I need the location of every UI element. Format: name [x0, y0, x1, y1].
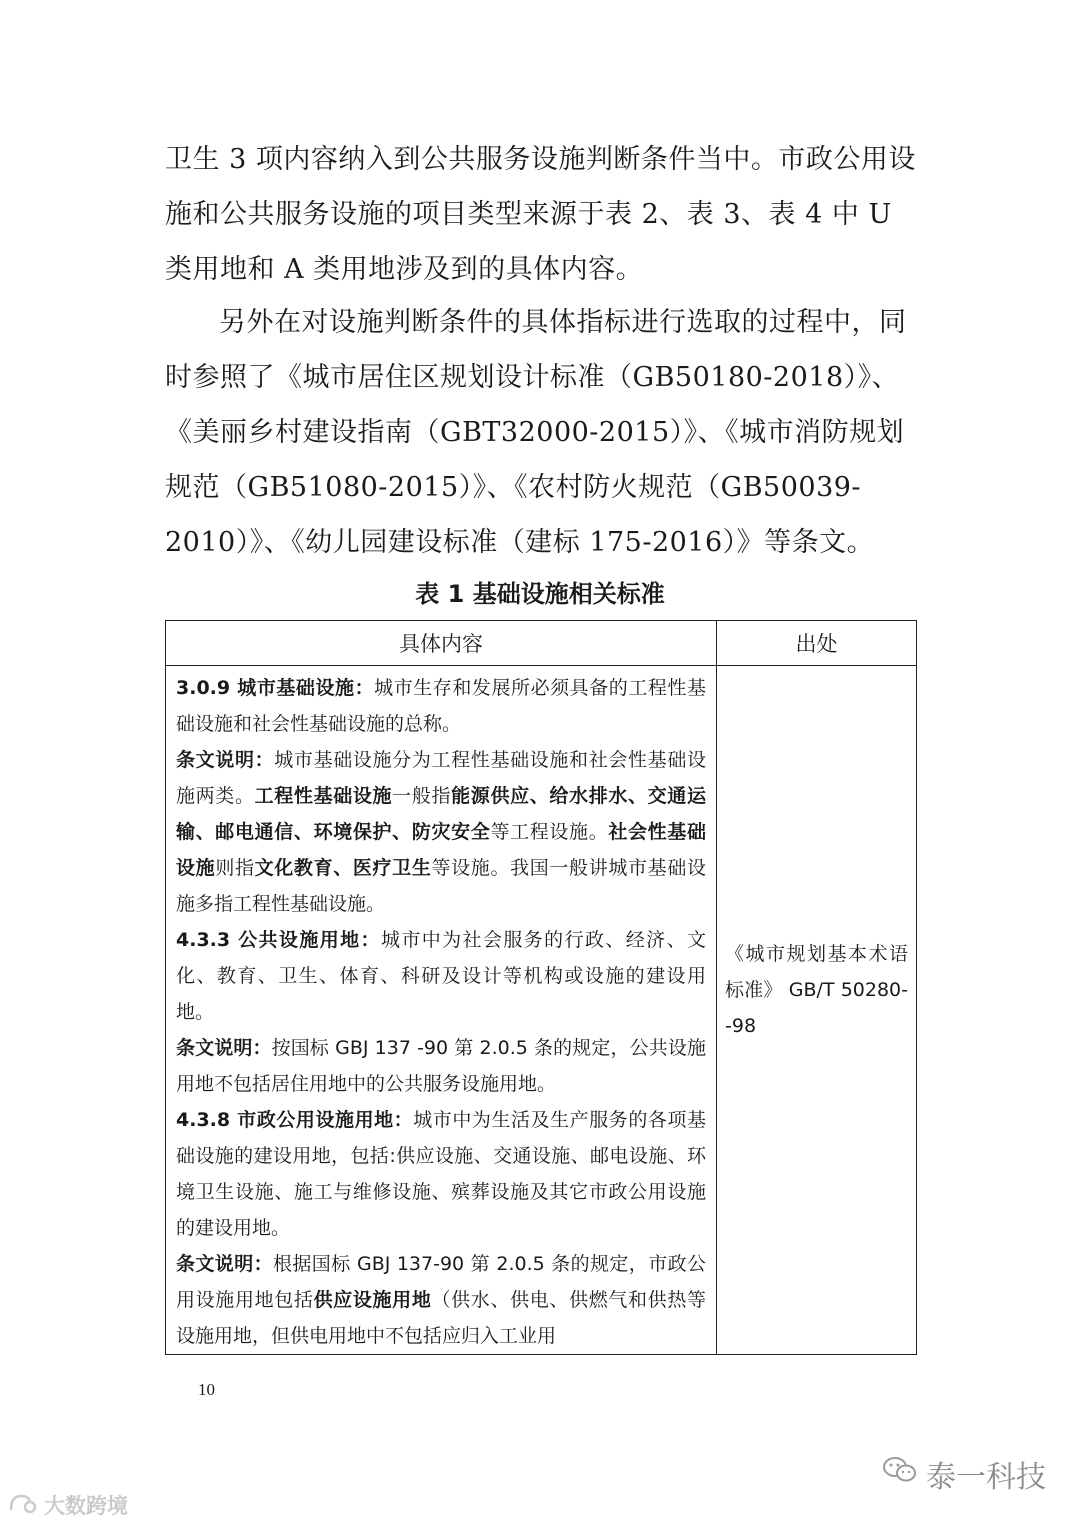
term-label: 4.3.8 市政公用设施用地：	[176, 1109, 414, 1131]
header-source: 出处	[717, 621, 917, 666]
table-row	[166, 666, 917, 1355]
source-cell: 《城市规划基本术语标准》 GB/T 50280--98	[717, 666, 917, 1355]
intro-paragraph-1: 卫生 3 项内容纳入到公共服务设施判断条件当中。市政公用设施和公共服务设施的项目类型来源于表 2、表 3、表 4 中 U 类用地和 A 类用地涉及到的具体内容。	[165, 144, 916, 285]
note-text: 城市基础设施分为工程性基础设施和社会性基础设施两类。	[176, 749, 706, 807]
watermark	[8, 1490, 128, 1520]
note-text: （供水、供电、供燃气和供热等设施用地，但供电用地中不包括应归入工业用	[176, 1289, 706, 1347]
intro-paragraph-2: 另外在对设施判断条件的具体指标进行选取的过程中，同时参照了《城市居住区规划设计标准（GB50180-2018）》、《美丽乡村建设指南（GBT32000-2015）》、《城市消防规划规范（GB51080-2015）》、《农村防火规范（GB50039-2010）》、《幼儿园建设标准（建标 175-2016）》等条文。	[165, 307, 907, 558]
note-label: 条文说明：	[176, 1253, 273, 1275]
watermark-logo-icon	[8, 1492, 38, 1519]
entry-4-3-3	[176, 922, 706, 1030]
entry-4-3-8	[176, 1102, 706, 1246]
term-label: 4.3.3 公共设施用地：	[176, 929, 381, 951]
table-caption: 表 1 基础设施相关标准	[415, 580, 665, 608]
note-text: 则指	[215, 857, 255, 879]
wechat-account-name: 泰一科技	[926, 1460, 1046, 1495]
note-text: 根据国标 GBJ 137-90 第 2.0.5 条的规定，市政公用设施用地包括	[176, 1253, 706, 1311]
wechat-icon	[882, 1455, 918, 1493]
note-text: 一般指	[392, 785, 452, 807]
standards-table	[165, 620, 917, 1355]
entry-3-0-9	[176, 670, 706, 742]
entry-note-1	[176, 742, 706, 922]
entry-note-2	[176, 1030, 706, 1102]
page-number: 10	[198, 1380, 215, 1399]
watermark-text: 大数跨境	[44, 1494, 128, 1518]
table-header-row	[166, 621, 917, 666]
note-bold: 供应设施用地	[313, 1289, 432, 1311]
term-text: 城市生存和发展所必须具备的工程性基础设施和社会性基础设施的总称。	[176, 677, 706, 735]
note-bold: 社会性基础设施	[176, 821, 706, 879]
note-label: 条文说明：	[176, 1037, 272, 1059]
term-label: 3.0.9 城市基础设施：	[176, 677, 375, 699]
note-text: 按国标 GBJ 137 -90 第 2.0.5 条的规定，公共设施用地不包括居住用地中的公共服务设施用地。	[176, 1037, 706, 1095]
term-text: 城市中为生活及生产服务的各项基础设施的建设用地，包括:供应设施、交通设施、邮电设施、环境卫生设施、施工与维修设施、殡葬设施及其它市政公用设施的建设用地。	[176, 1109, 706, 1239]
note-label: 条文说明：	[176, 749, 275, 771]
content-cell	[166, 666, 717, 1355]
note-bold: 工程性基础设施	[254, 785, 393, 807]
wechat-account-badge	[882, 1452, 1046, 1496]
note-text: 等设施。我国一般讲城市基础设施多指工程性基础设施。	[176, 857, 706, 915]
term-text: 城市中为社会服务的行政、经济、文化、教育、卫生、体育、科研及设计等机构或设施的建设用地。	[176, 929, 706, 1023]
header-content: 具体内容	[166, 621, 717, 666]
note-bold: 文化教育、医疗卫生	[254, 857, 432, 879]
note-bold: 能源供应、给水排水、交通运输、邮电通信、环境保护、防灾安全	[176, 785, 706, 843]
note-text: 等工程设施。	[490, 821, 609, 843]
entry-note-3	[176, 1246, 706, 1354]
